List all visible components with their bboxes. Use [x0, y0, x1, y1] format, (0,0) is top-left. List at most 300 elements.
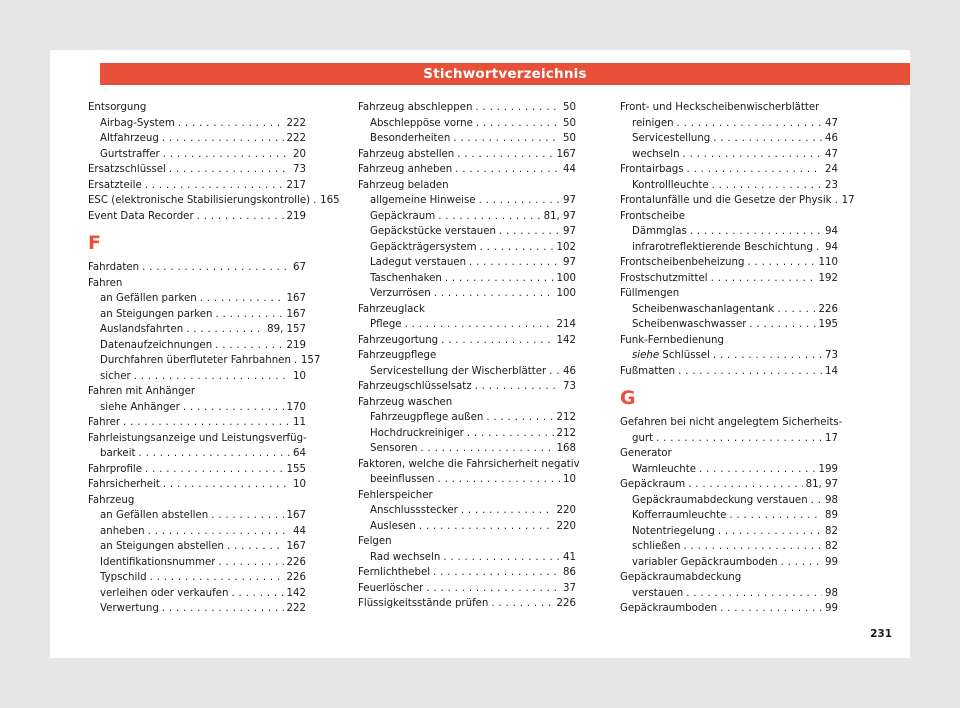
entry-page-ref: 219 — [286, 210, 306, 222]
entry-term: Identifikationsnummer — [100, 556, 216, 568]
entry-term: Sensoren — [370, 443, 418, 454]
entry-term: Durchfahren überfluteter Fahrbahnen — [100, 355, 291, 366]
index-subentry — [358, 441, 576, 457]
dot-leader — [445, 271, 554, 287]
entry-term: Fahrleistungsanzeige und Leistungsverfüg- — [88, 432, 307, 444]
index-subentry — [620, 302, 838, 318]
dot-leader — [816, 240, 822, 256]
entry-term: verstauen — [632, 587, 684, 599]
dot-leader — [678, 364, 822, 380]
entry-term: an Steigungen abstellen — [100, 541, 224, 552]
entry-term: Fahrzeug waschen — [358, 396, 453, 408]
entry-page-ref: 214 — [556, 319, 576, 330]
dot-leader — [467, 426, 554, 442]
entry-page-ref: 41 — [563, 551, 576, 563]
index-entry — [358, 379, 576, 395]
index-subentry — [358, 317, 576, 333]
entry-term: Felgen — [358, 536, 392, 547]
dot-leader — [712, 178, 822, 194]
index-subentry — [88, 307, 306, 323]
dot-leader — [169, 162, 290, 178]
entry-page-ref: 222 — [286, 603, 306, 614]
index-entry — [358, 147, 576, 163]
index-entry — [620, 601, 838, 617]
entry-term: Gefahren bei nicht angelegtem Sicherheits- — [620, 417, 843, 428]
entry-term: Fahrzeug beladen — [358, 179, 449, 191]
entry-term: siehe Schlüssel — [632, 350, 710, 361]
dot-leader — [479, 193, 560, 209]
entry-page-ref: 89 — [825, 510, 838, 521]
index-subentry — [88, 570, 306, 586]
index-entry — [88, 162, 306, 178]
entry-page-ref: 222 — [286, 117, 306, 129]
entry-term: Frontairbags — [620, 164, 684, 175]
entry-term: sicher — [100, 370, 131, 382]
index-entry — [88, 493, 306, 509]
index-subentry — [88, 291, 306, 307]
entry-term: Front- und Heckscheibenwischerblätter — [620, 102, 820, 113]
dot-leader — [656, 431, 822, 447]
index-subentry — [358, 240, 576, 256]
index-entry — [620, 477, 838, 493]
entry-page-ref: 142 — [556, 334, 576, 346]
entry-page-ref: 222 — [286, 133, 306, 144]
dot-leader — [294, 353, 298, 369]
entry-page-ref: 167 — [286, 510, 306, 521]
dot-leader — [686, 586, 822, 602]
entry-page-ref: 98 — [825, 587, 838, 599]
entry-page-ref: 46 — [563, 365, 576, 377]
entry-page-ref: 226 — [556, 598, 576, 609]
entry-term: Scheibenwaschanlagentank — [632, 303, 775, 315]
entry-page-ref: 97 — [563, 257, 576, 268]
index-subentry — [88, 555, 306, 571]
index-subentry — [358, 503, 576, 519]
index-entry — [88, 462, 306, 478]
entry-term: Generator — [620, 448, 672, 459]
entry-term: gurt — [632, 432, 654, 444]
entry-page-ref: 82 — [825, 541, 838, 552]
index-subentry — [358, 209, 576, 225]
entry-term: Dämmglas — [632, 226, 687, 237]
index-entry — [358, 162, 576, 178]
dot-leader — [491, 596, 553, 612]
index-subentry — [620, 508, 838, 524]
entry-page-ref: 17 — [825, 432, 838, 444]
index-entry — [88, 178, 306, 194]
entry-term: ESC (elektronische Stabilisierungskontrolle) — [88, 195, 311, 206]
dot-leader — [469, 255, 560, 271]
entry-page-ref: 226 — [286, 572, 306, 583]
entry-page-ref: 24 — [825, 164, 838, 175]
index-entry — [358, 596, 576, 612]
entry-term: schließen — [632, 541, 681, 552]
entry-page-ref: 73 — [563, 381, 576, 392]
entry-page-ref: 212 — [556, 427, 576, 439]
entry-term: anheben — [100, 525, 145, 537]
dot-leader — [549, 364, 560, 380]
entry-term: Typschild — [100, 572, 147, 583]
entry-page-ref: 94 — [825, 226, 838, 237]
index-subentry — [620, 431, 838, 447]
dot-leader — [197, 209, 284, 225]
entry-term: Frontscheibe — [620, 210, 685, 222]
index-subentry — [358, 116, 576, 132]
dot-leader — [426, 581, 560, 597]
dot-leader — [835, 193, 839, 209]
dot-leader — [218, 555, 283, 571]
entry-page-ref: 165 — [320, 195, 340, 206]
index-subentry — [620, 131, 838, 147]
dot-leader — [475, 100, 560, 116]
entry-term: Fußmatten — [620, 365, 676, 377]
entry-page-ref: 94 — [825, 241, 838, 253]
entry-term: Gepäckraumabdeckung — [620, 572, 742, 583]
index-entry — [358, 100, 576, 116]
entry-term: Event Data Recorder — [88, 210, 194, 222]
dot-leader — [163, 477, 290, 493]
entry-term: Verwertung — [100, 603, 159, 614]
entry-term: Fahrzeug — [88, 494, 135, 506]
index-entry — [620, 333, 838, 349]
index-subentry — [358, 472, 576, 488]
entry-term: Fahrprofile — [88, 463, 142, 475]
entry-page-ref: 81, 97 — [543, 210, 576, 222]
entry-page-ref: 167 — [286, 293, 306, 304]
entry-term: siehe Anhänger — [100, 401, 180, 413]
entry-term: Auslandsfahrten — [100, 324, 184, 335]
entry-page-ref: 10 — [563, 474, 576, 485]
entry-page-ref: 142 — [286, 587, 306, 599]
index-subentry — [88, 116, 306, 132]
index-entry — [620, 446, 838, 462]
entry-page-ref: 10 — [293, 479, 306, 490]
dot-leader — [777, 302, 815, 318]
index-subentry — [88, 369, 306, 385]
entry-page-ref: 97 — [563, 226, 576, 237]
dot-leader — [688, 477, 802, 493]
index-column-1 — [88, 100, 340, 617]
dot-leader — [150, 570, 284, 586]
index-subentry — [358, 364, 576, 380]
entry-page-ref: 23 — [825, 179, 838, 191]
dot-leader — [162, 601, 284, 617]
entry-page-ref: 50 — [563, 117, 576, 129]
entry-term: Fahren — [88, 277, 123, 289]
dot-leader — [486, 410, 553, 426]
dot-leader — [183, 400, 284, 416]
entry-term: Frontalunfälle und die Gesetze der Physik — [620, 195, 832, 206]
entry-term: allgemeine Hinweise — [370, 195, 476, 206]
index-entry — [88, 100, 306, 116]
index-entry — [620, 209, 838, 225]
dot-leader — [419, 519, 554, 535]
entry-term: Kofferraumleuchte — [632, 510, 727, 521]
letter-heading: F — [88, 232, 101, 254]
entry-term: Gepäckraum — [620, 479, 686, 490]
index-subentry — [358, 426, 576, 442]
entry-page-ref: 220 — [556, 505, 576, 516]
dot-leader — [720, 601, 822, 617]
entry-term: infrarotreflektierende Beschichtung — [632, 241, 813, 253]
index-subentry — [358, 224, 576, 240]
entry-term: Fahrzeuglack — [358, 303, 425, 315]
dot-leader — [434, 286, 554, 302]
index-subentry — [88, 539, 306, 555]
entry-term: Fernlichthebel — [358, 567, 431, 578]
entry-page-ref: 100 — [556, 272, 576, 284]
entry-term: Ersatzschlüssel — [88, 164, 166, 175]
entry-term: verleihen oder verkaufen — [100, 587, 229, 599]
dot-leader — [215, 307, 283, 323]
entry-page-ref: 17 — [841, 195, 855, 206]
index-subentry — [88, 524, 306, 540]
dot-leader — [145, 462, 284, 478]
entry-term: Verzurrösen — [370, 288, 431, 299]
index-subentry — [358, 193, 576, 209]
dot-leader — [683, 539, 822, 555]
entry-term: Gurtstraffer — [100, 148, 160, 160]
letter-heading: G — [620, 387, 636, 409]
dot-leader — [443, 550, 560, 566]
entry-page-ref: 99 — [825, 556, 838, 568]
dot-leader — [438, 472, 561, 488]
entry-term: Scheibenwaschwasser — [632, 319, 747, 330]
index-subentry — [620, 493, 838, 509]
entry-page-ref: 46 — [825, 133, 838, 144]
index-entry — [620, 271, 838, 287]
dot-leader — [123, 415, 290, 431]
index-subentry — [620, 178, 838, 194]
entry-page-ref: 226 — [818, 303, 838, 315]
dot-leader — [178, 116, 284, 132]
entry-term: Taschenhaken — [370, 272, 442, 284]
entry-term: Fahrzeug anheben — [358, 164, 453, 175]
dot-leader — [677, 116, 822, 132]
entry-page-ref: 167 — [556, 148, 576, 160]
entry-term: reinigen — [632, 117, 674, 129]
entry-term: Kontrollleuchte — [632, 179, 709, 191]
entry-page-ref: 81, 97 — [805, 479, 838, 490]
index-subentry — [620, 317, 838, 333]
dot-leader — [687, 162, 823, 178]
dot-leader — [718, 524, 822, 540]
entry-page-ref: 170 — [286, 401, 306, 413]
dot-leader — [453, 131, 560, 147]
entry-page-ref: 82 — [825, 525, 838, 537]
entry-page-ref: 10 — [293, 370, 306, 382]
entry-term: Anschlussstecker — [370, 505, 458, 516]
entry-term: Fahrzeugpflege — [358, 350, 437, 361]
index-entry — [358, 457, 580, 473]
dot-leader — [476, 116, 560, 132]
entry-term: Gepäckträgersystem — [370, 241, 477, 253]
index-subentry — [620, 116, 838, 132]
entry-page-ref: 67 — [293, 262, 306, 273]
index-subentry — [88, 131, 306, 147]
entry-term: Fahrdaten — [88, 262, 140, 273]
entry-term: an Gefällen parken — [100, 293, 197, 304]
dot-leader — [713, 131, 822, 147]
index-entry — [88, 260, 306, 276]
entry-term: Fahrzeug abschleppen — [358, 102, 473, 113]
index-entry — [88, 384, 306, 400]
entry-page-ref: 100 — [556, 288, 576, 299]
entry-term: Füllmengen — [620, 288, 680, 299]
index-subentry — [620, 224, 838, 240]
dot-leader — [162, 131, 284, 147]
dot-leader — [781, 555, 822, 571]
entry-term: Altfahrzeug — [100, 133, 159, 144]
entry-term: Fahrzeugpflege außen — [370, 412, 484, 423]
entry-term: Ersatzteile — [88, 179, 142, 191]
dot-leader — [433, 565, 560, 581]
dot-leader — [499, 224, 560, 240]
dot-leader — [683, 147, 823, 163]
index-column-3 — [620, 100, 855, 617]
entry-page-ref: 102 — [556, 241, 576, 253]
index-subentry — [358, 550, 576, 566]
index-entry — [358, 581, 576, 597]
index-subentry — [620, 539, 838, 555]
entry-term: Servicestellung — [632, 133, 711, 144]
entry-term: an Gefällen abstellen — [100, 510, 209, 521]
entry-term: Frontscheibenbeheizung — [620, 257, 745, 268]
index-entry — [620, 100, 838, 116]
index-entry — [620, 364, 838, 380]
index-entry — [358, 395, 576, 411]
entry-term: Fahrzeugortung — [358, 334, 439, 346]
entry-page-ref: 212 — [556, 412, 576, 423]
index-entry — [620, 255, 838, 271]
entry-page-ref: 47 — [825, 117, 838, 129]
dot-leader — [749, 317, 815, 333]
entry-page-ref: 168 — [556, 443, 576, 454]
index-subentry — [620, 586, 838, 602]
index-entry — [88, 276, 306, 292]
index-entry — [358, 488, 576, 504]
entry-term: Fahrsicherheit — [88, 479, 160, 490]
dot-leader — [690, 224, 822, 240]
entry-term: Gepäckraumabdeckung verstauen — [632, 494, 808, 506]
entry-term: Airbag-System — [100, 117, 175, 129]
index-entry — [358, 348, 576, 364]
dot-leader — [711, 271, 816, 287]
dot-leader — [148, 524, 290, 540]
dot-leader — [215, 338, 283, 354]
dot-leader — [455, 162, 560, 178]
entry-page-ref: 64 — [293, 448, 306, 459]
entry-term: Servicestellung der Wischerblätter — [370, 365, 547, 377]
entry-page-ref: 89, 157 — [267, 324, 306, 335]
entry-page-ref: 192 — [818, 272, 838, 284]
dot-leader — [313, 193, 317, 209]
index-entry — [620, 570, 838, 586]
entry-term: variabler Gepäckraumboden — [632, 556, 778, 568]
index-subentry — [620, 524, 838, 540]
dot-leader — [163, 147, 290, 163]
dot-leader — [211, 508, 283, 524]
index-subentry — [358, 271, 576, 287]
entry-term: Besonderheiten — [370, 133, 451, 144]
entry-term: Feuerlöscher — [358, 582, 424, 594]
index-subentry — [358, 410, 576, 426]
entry-term: Entsorgung — [88, 102, 147, 113]
index-entry — [88, 477, 306, 493]
index-entry — [620, 162, 838, 178]
dot-leader — [475, 379, 560, 395]
entry-page-ref: 73 — [825, 350, 838, 361]
index-entry — [620, 415, 843, 431]
entry-page-ref: 97 — [563, 195, 576, 206]
entry-page-ref: 157 — [300, 355, 321, 366]
entry-term: Frostschutzmittel — [620, 272, 708, 284]
page-number: 231 — [870, 628, 892, 640]
index-entry — [358, 333, 576, 349]
entry-term: Fahrzeug abstellen — [358, 148, 455, 160]
dot-leader — [441, 333, 553, 349]
dot-leader — [457, 147, 553, 163]
entry-term: Gepäckraumboden — [620, 603, 718, 614]
index-subentry — [88, 338, 306, 354]
dot-leader — [420, 441, 553, 457]
dot-leader — [811, 493, 822, 509]
entry-page-ref: 20 — [293, 148, 306, 160]
index-column-2 — [358, 100, 580, 612]
index-subentry — [88, 322, 306, 338]
dot-leader — [200, 291, 284, 307]
entry-term: Datenaufzeichnungen — [100, 339, 213, 351]
index-page — [50, 50, 910, 658]
index-entry — [88, 193, 340, 209]
index-subentry — [88, 508, 306, 524]
entry-term: wechseln — [632, 148, 680, 160]
entry-term: an Steigungen parken — [100, 308, 213, 320]
entry-page-ref: 37 — [563, 582, 576, 594]
dot-leader — [231, 586, 283, 602]
entry-page-ref: 217 — [286, 179, 306, 191]
entry-term: Rad wechseln — [370, 551, 441, 563]
dot-leader — [480, 240, 554, 256]
index-subentry — [358, 286, 576, 302]
dot-leader — [134, 369, 290, 385]
index-entry — [88, 209, 306, 225]
dot-leader — [405, 317, 554, 333]
entry-page-ref: 167 — [286, 308, 306, 320]
entry-term: Ladegut verstauen — [370, 257, 467, 268]
index-subentry — [88, 601, 306, 617]
dot-leader — [145, 178, 284, 194]
dot-leader — [438, 209, 540, 225]
entry-term: Fahrzeugschlüsselsatz — [358, 381, 472, 392]
dot-leader — [142, 260, 290, 276]
entry-term: Faktoren, welche die Fahrsicherheit negativ — [358, 458, 580, 470]
entry-term: Gepäckstücke verstauen — [370, 226, 496, 237]
index-entry — [358, 565, 576, 581]
dot-leader — [227, 539, 284, 555]
entry-term: barkeit — [100, 448, 136, 459]
dot-leader — [699, 462, 816, 478]
index-subentry — [620, 555, 838, 571]
entry-page-ref: 73 — [293, 164, 306, 175]
dot-leader — [139, 446, 291, 462]
dot-leader — [461, 503, 554, 519]
entry-term: Funk-Fernbedienung — [620, 334, 724, 346]
entry-page-ref: 11 — [293, 417, 306, 428]
index-subentry — [620, 147, 838, 163]
index-subentry — [88, 353, 321, 369]
dot-leader — [729, 508, 822, 524]
